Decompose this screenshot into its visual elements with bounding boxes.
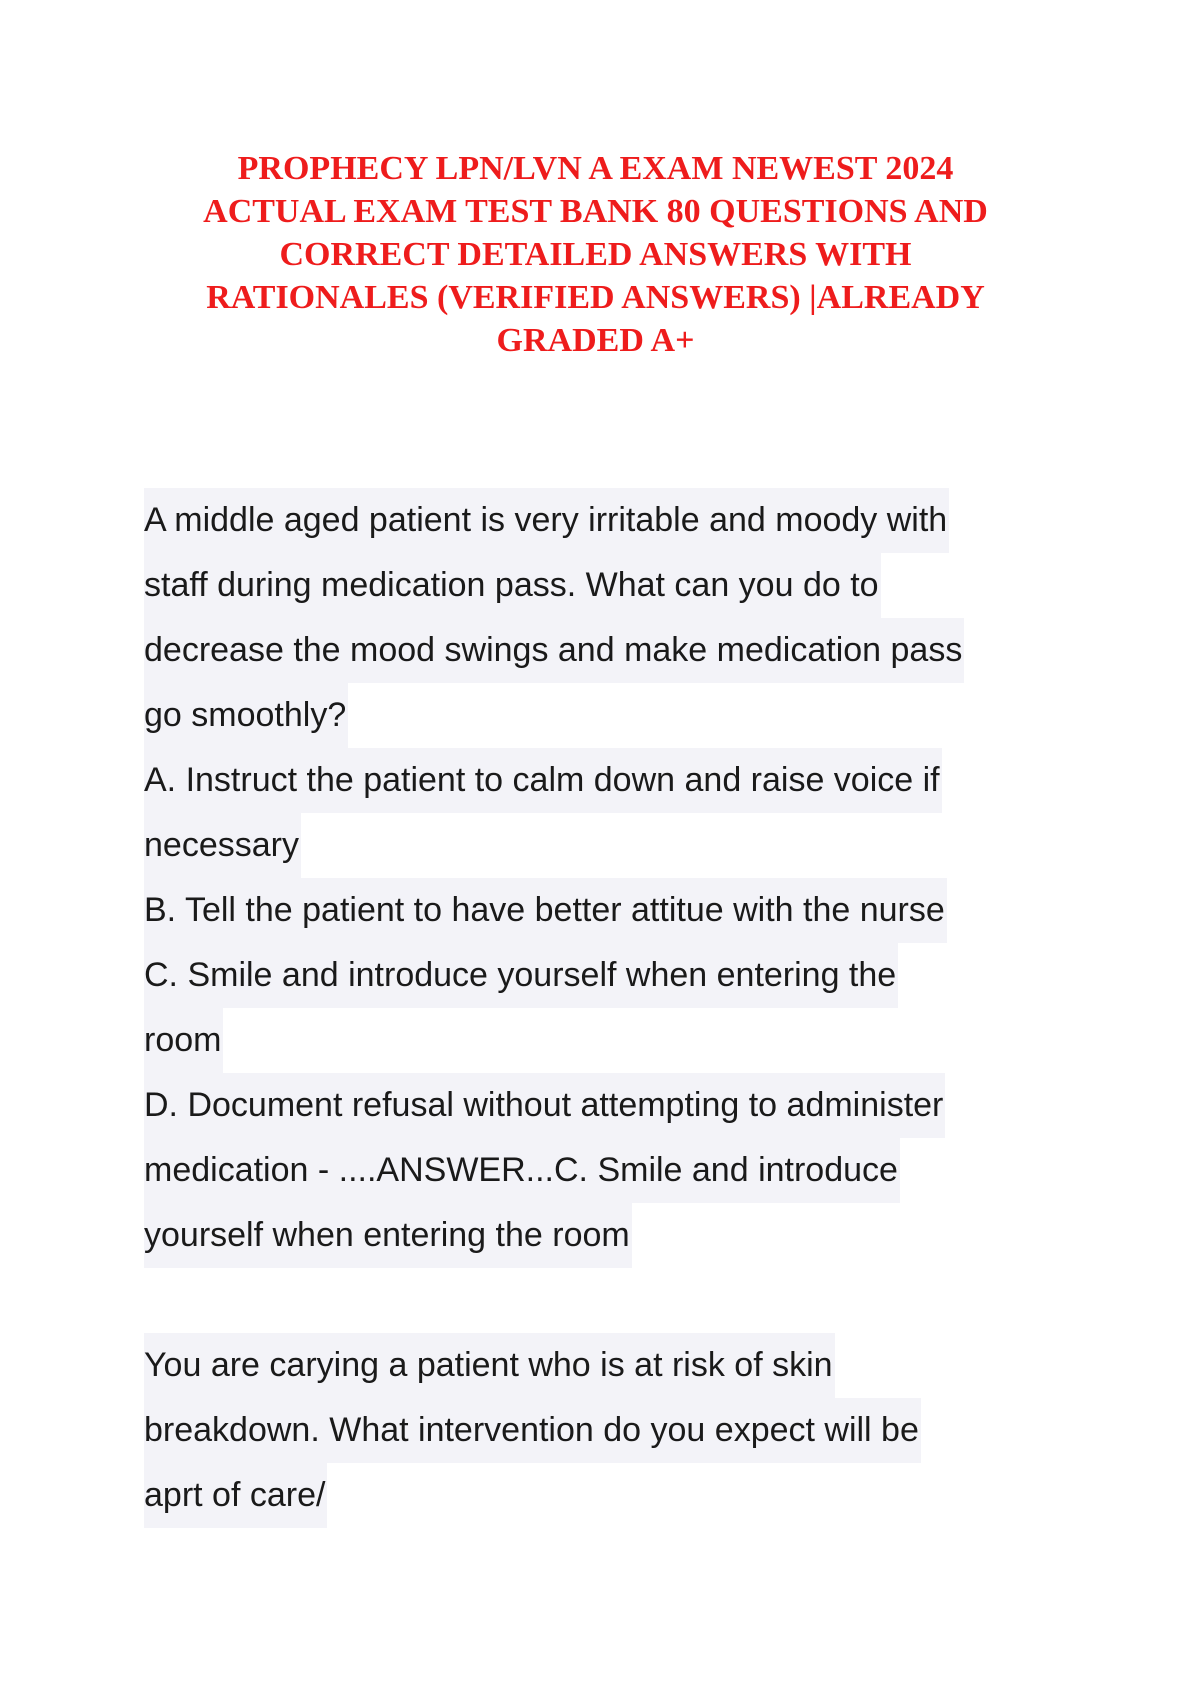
answer-key: medication - ....ANSWER...C. Smile and introduce xyxy=(144,1138,900,1203)
question-text-line: decrease the mood swings and make medication pass xyxy=(144,618,964,683)
answer-key: yourself when entering the room xyxy=(144,1203,632,1268)
question-text-line: breakdown. What intervention do you expect will be xyxy=(144,1398,921,1463)
answer-option-c: room xyxy=(144,1008,223,1073)
question-text-line: staff during medication pass. What can you do to xyxy=(144,553,881,618)
question-text-line: You are carying a patient who is at risk of skin xyxy=(144,1333,835,1398)
question-text-line: go smoothly? xyxy=(144,683,348,748)
question-text-line: aprt of care/ xyxy=(144,1463,327,1528)
title-line: CORRECT DETAILED ANSWERS WITH xyxy=(279,236,912,273)
question-block xyxy=(144,1333,921,1528)
answer-option-a: A. Instruct the patient to calm down and raise voice if xyxy=(144,748,942,813)
answer-option-a: necessary xyxy=(144,813,301,878)
title-line: PROPHECY LPN/LVN A EXAM NEWEST 2024 xyxy=(237,150,954,187)
question-block xyxy=(144,488,964,1268)
answer-option-c: C. Smile and introduce yourself when entering the xyxy=(144,943,898,1008)
document-title xyxy=(150,147,1041,362)
answer-option-b: B. Tell the patient to have better attitue with the nurse xyxy=(144,878,947,943)
title-line: RATIONALES (VERIFIED ANSWERS) |ALREADY xyxy=(206,279,985,316)
title-line: GRADED A+ xyxy=(496,322,695,359)
title-line: ACTUAL EXAM TEST BANK 80 QUESTIONS AND xyxy=(203,193,988,230)
question-text-line: A middle aged patient is very irritable and moody with xyxy=(144,488,949,553)
answer-option-d: D. Document refusal without attempting to administer xyxy=(144,1073,945,1138)
